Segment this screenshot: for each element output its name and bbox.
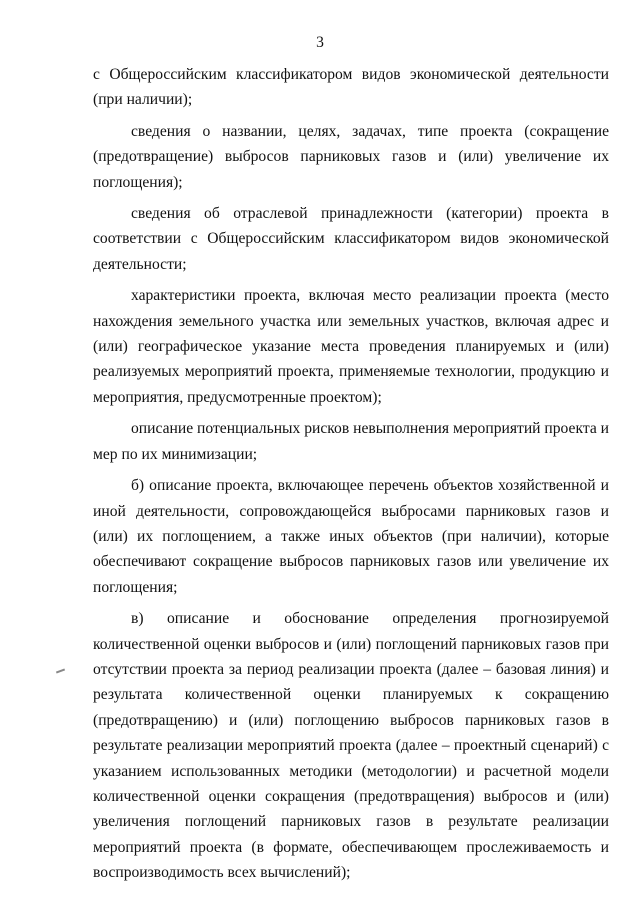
document-body: [93, 62, 609, 892]
paragraph-risks: описание потенциальных рисков невыполнения мероприятий проекта и мер по их минимизации;: [93, 420, 609, 463]
paragraph-project-name-goals: сведения о названии, целях, задачах, типе проекта (сокращение (предотвращение) выбросов парниковых газов и (или) увеличение их поглощения);: [93, 122, 609, 191]
paragraph-industry-category: сведения об отраслевой принадлежности (категории) проекта в соответствии с Общероссийским классификатором видов экономической деятельности;: [93, 205, 609, 273]
paragraph-project-characteristics: характеристики проекта, включая место реализации проекта (место нахождения земельного участка или земельных участков, включая адрес и (или) географическое указание места проведения планируемых и (или) реализуемых мероприятий проекта, применяемые технологии, продукцию и мероприятия, предусмотренные проектом);: [93, 287, 609, 406]
margin-mark: [56, 669, 65, 674]
page-number: 3: [316, 34, 324, 51]
paragraph-item-v: в) описание и обоснование определения прогнозируемой количественной оценки выбросов и (или) поглощений парниковых газов при отсутствии проекта за период реализации проекта (далее – базовая линия) и результата количественной оценки планируемых к сокращению (предотвращению) и (или) поглощению выбросов парниковых газов в результате реализации мероприятий проекта (далее – проектный сценарий) с указанием использованных методики (методологии) и расчетной модели количественной оценки сокращения (предотвращения) выбросов и (или) увеличения поглощений парниковых газов в результате реализации мероприятий проекта (в формате, обеспечивающем прослеживаемость и воспроизводимость всех вычислений);: [93, 610, 609, 882]
paragraph-continuation: с Общероссийским классификатором видов экономической деятельности (при наличии);: [93, 66, 609, 109]
paragraph-item-b: б) описание проекта, включающее перечень объектов хозяйственной и иной деятельности, сопровождающейся выбросами парниковых газов и (или) их поглощением, а также иных объектов (при наличии), которые обеспечивают сокращение выбросов парниковых газов или увеличение их поглощения;: [93, 477, 609, 596]
